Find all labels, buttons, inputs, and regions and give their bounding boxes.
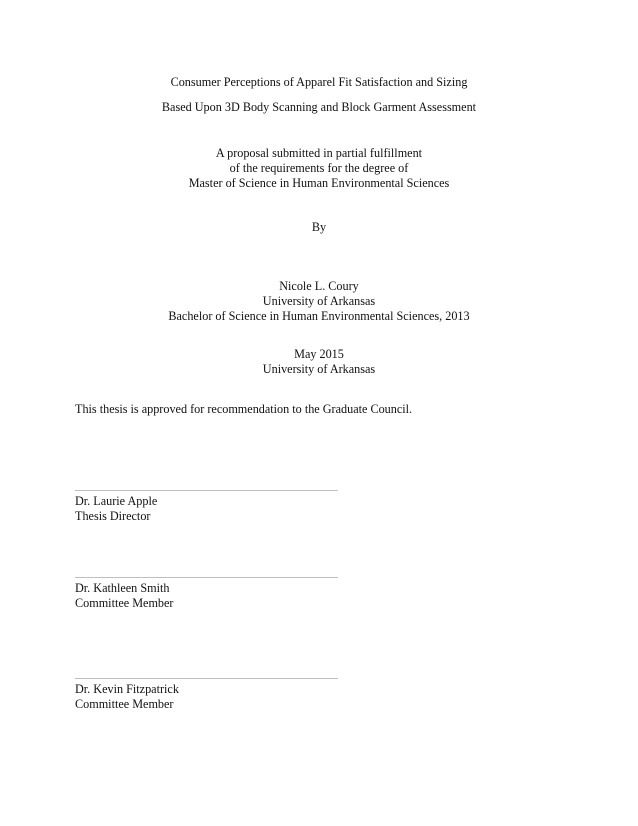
- signature-line: [75, 490, 338, 491]
- signature-block-member-1: [75, 577, 338, 611]
- proposal-statement: [0, 146, 638, 191]
- author-info: [0, 279, 638, 324]
- by-label: [0, 220, 638, 235]
- signatory-role: Thesis Director: [75, 509, 151, 523]
- signatory-name: Dr. Kevin Fitzpatrick: [75, 682, 179, 696]
- title-line-2: Based Upon 3D Body Scanning and Block Garment Assessment: [161, 100, 477, 114]
- approval-statement: This thesis is approved for recommendation to the Graduate Council.: [75, 402, 413, 416]
- author-prior-degree: Bachelor of Science in Human Environmental Sciences, 2013: [168, 309, 470, 323]
- author-name: Nicole L. Coury: [279, 279, 359, 293]
- submission-info: [0, 347, 638, 377]
- signatory-role: Committee Member: [75, 697, 174, 711]
- signatory-name: Dr. Kathleen Smith: [75, 581, 170, 595]
- thesis-title: [0, 70, 638, 120]
- signature-block-director: [75, 490, 338, 524]
- signatory-name: Dr. Laurie Apple: [75, 494, 158, 508]
- submission-institution: University of Arkansas: [262, 362, 376, 376]
- signature-block-member-2: [75, 678, 338, 712]
- proposal-line-2: of the requirements for the degree of: [229, 161, 409, 175]
- by-text: By: [311, 220, 327, 234]
- submission-date: May 2015: [294, 347, 344, 361]
- title-line-1: Consumer Perceptions of Apparel Fit Satisfaction and Sizing: [170, 75, 468, 89]
- signature-line: [75, 678, 338, 679]
- author-institution: University of Arkansas: [262, 294, 376, 308]
- signatory-role: Committee Member: [75, 596, 174, 610]
- proposal-line-1: A proposal submitted in partial fulfillment: [215, 146, 423, 160]
- signature-line: [75, 577, 338, 578]
- proposal-degree: Master of Science in Human Environmental Sciences: [188, 176, 450, 190]
